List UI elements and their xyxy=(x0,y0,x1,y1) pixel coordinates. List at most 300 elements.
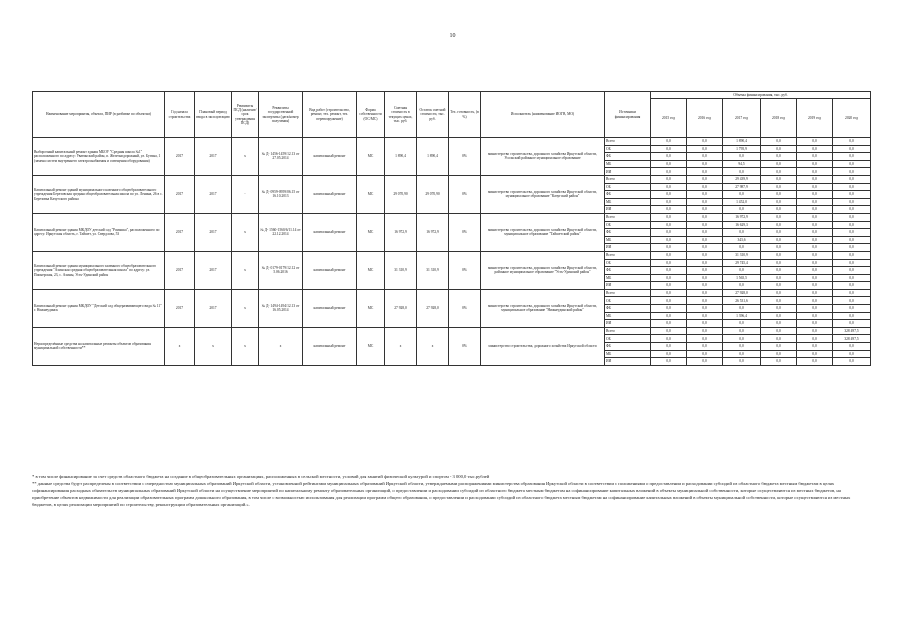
funding-value-cell: 0,0 xyxy=(651,153,687,161)
funding-value-cell: 0,0 xyxy=(797,297,833,305)
footnotes xyxy=(32,473,868,508)
row-remaining-cost: 29 070,90 xyxy=(417,175,449,213)
funding-value-cell: 0,0 xyxy=(651,267,687,275)
funding-value-cell: 0,0 xyxy=(723,244,761,252)
funding-value-cell: 29 439,9 xyxy=(723,175,761,183)
row-psd: х xyxy=(232,327,259,365)
funding-value-cell: 27 987,9 xyxy=(723,183,761,191)
funding-source-cell: ОБ xyxy=(605,183,651,191)
row-readiness: 0% xyxy=(449,251,481,289)
funding-value-cell: 0,0 xyxy=(651,168,687,176)
col-year: 2017 год xyxy=(723,99,761,138)
funding-value-cell: 0,0 xyxy=(651,175,687,183)
funding-value-cell: 0,0 xyxy=(833,343,871,351)
funding-value-cell: 0,0 xyxy=(797,312,833,320)
funding-source-cell: ФБ xyxy=(605,191,651,199)
funding-value-cell: 0,0 xyxy=(651,183,687,191)
funding-value-cell: 0,0 xyxy=(687,229,723,237)
row-name: Капитальный ремонт здания МКДОУ "Детский сад общеразвивающего вида № 11" г. Нижнеудинск xyxy=(33,289,165,327)
funding-source-cell: ОБ xyxy=(605,145,651,153)
funding-value-cell: 0,0 xyxy=(797,350,833,358)
funding-value-cell: 0,0 xyxy=(797,274,833,282)
row-remaining-cost: 16 972,9 xyxy=(417,213,449,251)
funding-source-cell: МБ xyxy=(605,236,651,244)
row-start-year: 2017 xyxy=(165,251,195,289)
table-row xyxy=(33,327,871,335)
funding-value-cell: 0,0 xyxy=(761,183,797,191)
funding-value-cell: 0,0 xyxy=(761,350,797,358)
funding-value-cell: 0,0 xyxy=(833,191,871,199)
funding-value-cell: 0,0 xyxy=(797,320,833,328)
funding-value-cell: 0,0 xyxy=(723,206,761,214)
funding-value-cell: 0,0 xyxy=(761,320,797,328)
funding-value-cell: 0,0 xyxy=(687,297,723,305)
funding-value-cell: 1 890,4 xyxy=(723,138,761,146)
funding-value-cell: 0,0 xyxy=(687,221,723,229)
row-remaining-cost: х xyxy=(417,327,449,365)
funding-value-cell: 0,0 xyxy=(761,153,797,161)
table-row xyxy=(33,175,871,183)
row-start-year: 2017 xyxy=(165,138,195,176)
funding-source-cell: ФБ xyxy=(605,153,651,161)
funding-value-cell: 0,0 xyxy=(723,168,761,176)
funding-value-cell: 0,0 xyxy=(651,282,687,290)
funding-value-cell: 0,0 xyxy=(761,213,797,221)
col-funding-volumes: Объемы финансирования, тыс. руб. xyxy=(651,92,871,99)
funding-value-cell: 0,0 xyxy=(651,320,687,328)
funding-value-cell: 0,0 xyxy=(723,335,761,343)
row-work-type: капитальный ремонт xyxy=(303,213,357,251)
row-executor: министерство строительства, дорожного хозяйства Иркутской области, муниципальное образование "Тайшетский район" xyxy=(481,213,605,251)
funding-value-cell: 0,0 xyxy=(651,312,687,320)
funding-value-cell: 0,0 xyxy=(797,183,833,191)
row-estimated-cost: 1 890,4 xyxy=(385,138,417,176)
funding-value-cell: 0,0 xyxy=(687,305,723,313)
row-name: Нераспределённые средства на капитальные ремонты объектов образования муниципальной собственности** xyxy=(33,327,165,365)
funding-value-cell: 0,0 xyxy=(761,305,797,313)
row-executor: министерство строительства, дорожного хозяйства Иркутской области xyxy=(481,327,605,365)
funding-value-cell: 0,0 xyxy=(761,175,797,183)
funding-value-cell: 0,0 xyxy=(651,335,687,343)
funding-value-cell: 0,0 xyxy=(687,343,723,351)
funding-value-cell: 0,0 xyxy=(651,160,687,168)
funding-value-cell: 0,0 xyxy=(833,175,871,183)
funding-value-cell: 0,0 xyxy=(797,251,833,259)
funding-value-cell: 0,0 xyxy=(797,153,833,161)
funding-value-cell: 0,0 xyxy=(687,175,723,183)
row-ownership: МС xyxy=(357,175,385,213)
row-input-period: 2017 xyxy=(195,251,232,289)
col-year: 2016 год xyxy=(687,99,723,138)
funding-value-cell: 94,5 xyxy=(723,160,761,168)
row-psd: х xyxy=(232,251,259,289)
funding-value-cell: 0,0 xyxy=(687,213,723,221)
row-estimated-cost: 27 928,0 xyxy=(385,289,417,327)
row-estimated-cost: 31 310,9 xyxy=(385,251,417,289)
row-psd: х xyxy=(232,213,259,251)
funding-value-cell: 0,0 xyxy=(651,274,687,282)
col-ownership: Форма собственности (ОС/МС) xyxy=(357,92,385,138)
funding-value-cell: 1 396,4 xyxy=(723,312,761,320)
funding-value-cell: 29 745,4 xyxy=(723,259,761,267)
funding-value-cell: 0,0 xyxy=(651,358,687,366)
funding-value-cell: 0,0 xyxy=(833,358,871,366)
funding-value-cell: 0,0 xyxy=(723,153,761,161)
row-ownership: МС xyxy=(357,213,385,251)
funding-value-cell: 0,0 xyxy=(687,160,723,168)
funding-value-cell: 0,0 xyxy=(687,168,723,176)
funding-value-cell: 0,0 xyxy=(833,289,871,297)
row-name: Капитальный ремонт зданий муниципального казенного общеобразовательного учреждения Березовская средняя общеобразовательная школа по ул. Ленина, 26 в с. Березовка Качугского района xyxy=(33,175,165,213)
funding-value-cell: 0,0 xyxy=(797,343,833,351)
funding-source-cell: ИИ xyxy=(605,358,651,366)
row-ownership: МС xyxy=(357,289,385,327)
col-executor: Исполнитель (наименование ИОГВ, МО) xyxy=(481,92,605,138)
funding-value-cell: 1 795,9 xyxy=(723,145,761,153)
funding-value-cell: 0,0 xyxy=(651,236,687,244)
funding-source-cell: ИИ xyxy=(605,206,651,214)
funding-value-cell: 0,0 xyxy=(797,221,833,229)
funding-value-cell: 0,0 xyxy=(833,160,871,168)
funding-value-cell: 0,0 xyxy=(761,206,797,214)
row-input-period: 2017 xyxy=(195,213,232,251)
funding-value-cell: 0,0 xyxy=(651,206,687,214)
funding-value-cell: 0,0 xyxy=(723,358,761,366)
funding-value-cell: 0,0 xyxy=(651,251,687,259)
funding-value-cell: 0,0 xyxy=(761,358,797,366)
row-expertise: № Д- 1494-1494/12.13 от 16.05.2014 xyxy=(259,289,303,327)
funding-value-cell: 0,0 xyxy=(797,305,833,313)
funding-value-cell: 0,0 xyxy=(651,289,687,297)
funding-value-cell: 0,0 xyxy=(723,229,761,237)
footnote: ** данные средства будут распределены в соответствии с очередностью муниципальных образований Иркутской области, установленной рейтингами муниципальных образований Иркутской области, утверждаемыми распоряжениями министерства образования Иркутской области в соответствии с положениями о предоставлении и расходовании субсидий из областного бюджета местным бюджетам в целях софинансирования расходных обязательств муниципальных образований Иркутской области на осуществление мероприятий по капитальному ремонту образовательных организаций, о предоставлении и расходовании субсидий из областного бюджета местным бюджетам на софинансирование капитальных вложений в объекты муниципальной собственности, которые осуществляются из местных бюджетов, на приобретение объектов недвижимости для реализации образовательных программ дошкольного образования, в том числе с возможностью использования для реализации программ общего образования, о предоставлении и расходовании субсидий из областного бюджета местным бюджетам на софинансирование капитальных вложений в объекты муниципальной собственности, которые осуществляются из местных бюджетов, в целях реализации мероприятий по строительству, реконструкции образовательных организаций.». xyxy=(32,481,851,507)
funding-value-cell: 0,0 xyxy=(687,350,723,358)
funding-value-cell: 0,0 xyxy=(833,259,871,267)
funding-source-cell: Всего xyxy=(605,138,651,146)
funding-value-cell: 0,0 xyxy=(687,183,723,191)
funding-value-cell: 0,0 xyxy=(687,244,723,252)
funding-value-cell: 0,0 xyxy=(761,327,797,335)
col-readiness: Тех. готовность, (в %) xyxy=(449,92,481,138)
footnote: * в том числе финансирование за счет средств областного бюджета на создание в общеобразовательных организациях, расположенных в сельской местности, условий для занятий физической культурой и спортом - 3 000,0 тыс.рублей xyxy=(32,474,490,479)
row-input-period: 2017 xyxy=(195,175,232,213)
funding-value-cell: 0,0 xyxy=(687,206,723,214)
funding-source-cell: Всего xyxy=(605,289,651,297)
funding-value-cell: 0,0 xyxy=(797,267,833,275)
funding-value-cell: 0,0 xyxy=(833,297,871,305)
funding-value-cell: 0,0 xyxy=(761,198,797,206)
funding-value-cell: 0,0 xyxy=(723,282,761,290)
funding-value-cell: 0,0 xyxy=(797,259,833,267)
row-input-period: 2017 xyxy=(195,138,232,176)
funding-source-cell: ИИ xyxy=(605,244,651,252)
col-expertise: Реквизиты государственной экспертизы (дата/номер получения) xyxy=(259,92,303,138)
funding-value-cell: 0,0 xyxy=(797,289,833,297)
row-readiness: 0% xyxy=(449,213,481,251)
funding-source-cell: ОБ xyxy=(605,221,651,229)
funding-value-cell: 0,0 xyxy=(833,145,871,153)
row-start-year: х xyxy=(165,327,195,365)
row-input-period: 2017 xyxy=(195,289,232,327)
funding-value-cell: 0,0 xyxy=(833,198,871,206)
col-remaining-cost: Остаток сметной стоимости, тыс. руб. xyxy=(417,92,449,138)
funding-value-cell: 16 629,3 xyxy=(723,221,761,229)
row-readiness: 0% xyxy=(449,327,481,365)
funding-value-cell: 0,0 xyxy=(651,350,687,358)
row-start-year: 2017 xyxy=(165,289,195,327)
row-ownership: МС xyxy=(357,251,385,289)
page-number: 10 xyxy=(449,33,456,39)
funding-source-cell: МБ xyxy=(605,312,651,320)
funding-value-cell: 0,0 xyxy=(687,145,723,153)
col-estimated-cost: Сметная стоимость в текущих ценах, тыс. руб. xyxy=(385,92,417,138)
funding-source-cell: ОБ xyxy=(605,335,651,343)
funding-value-cell: 0,0 xyxy=(797,335,833,343)
funding-source-cell: МБ xyxy=(605,274,651,282)
funding-value-cell: 0,0 xyxy=(833,236,871,244)
table-row xyxy=(33,138,871,146)
row-expertise: № Д- 1560-1560/6/11.14 от 22.12.2014 xyxy=(259,213,303,251)
col-year: 2015 год xyxy=(651,99,687,138)
funding-value-cell: 0,0 xyxy=(833,153,871,161)
funding-value-cell: 0,0 xyxy=(797,206,833,214)
row-name: Капитальный ремонт здания муниципального казенного общеобразовательного учреждения "Ахинская средняя общеобразовательная школа" по адресу: ул. Пионерская, 23, с. Ахины, Усть-Удинский район xyxy=(33,251,165,289)
row-name: Выборочный капитальный ремонт здания МБОУ "Средняя школа №1" расположенного по адресу: Уватинский район, п. Железнодорожный, ул. Бутина, 1 (замена систем внутреннего электроснабжения и освещения оборудования) xyxy=(33,138,165,176)
funding-value-cell: 0,0 xyxy=(651,145,687,153)
funding-value-cell: 0,0 xyxy=(651,297,687,305)
funding-value-cell: 0,0 xyxy=(797,145,833,153)
row-work-type: капитальный ремонт xyxy=(303,327,357,365)
row-psd: х xyxy=(232,289,259,327)
row-work-type: капитальный ремонт xyxy=(303,251,357,289)
funding-source-cell: МБ xyxy=(605,160,651,168)
funding-value-cell: 0,0 xyxy=(833,274,871,282)
funding-value-cell: 0,0 xyxy=(723,350,761,358)
funding-value-cell: 0,0 xyxy=(761,335,797,343)
funding-value-cell: 0,0 xyxy=(687,191,723,199)
row-readiness: 0% xyxy=(449,289,481,327)
row-ownership: МС xyxy=(357,138,385,176)
funding-value-cell: 0,0 xyxy=(651,213,687,221)
col-psd: Реквизиты ПСД (наличие/ срок утверждения ПСД) xyxy=(232,92,259,138)
funding-value-cell: 0,0 xyxy=(687,282,723,290)
funding-value-cell: 0,0 xyxy=(687,153,723,161)
table-body xyxy=(33,138,871,366)
funding-value-cell: 0,0 xyxy=(833,282,871,290)
funding-value-cell: 0,0 xyxy=(797,160,833,168)
funding-value-cell: 0,0 xyxy=(833,244,871,252)
funding-value-cell: 0,0 xyxy=(761,267,797,275)
row-expertise: х xyxy=(259,327,303,365)
funding-value-cell: 0,0 xyxy=(687,198,723,206)
funding-table xyxy=(32,91,871,366)
row-executor: министерство строительства, дорожного хозяйства Иркутской области, муниципальное образование "Нижнеудинский район" xyxy=(481,289,605,327)
funding-value-cell: 0,0 xyxy=(687,358,723,366)
row-remaining-cost: 27 928,0 xyxy=(417,289,449,327)
funding-value-cell: 0,0 xyxy=(761,297,797,305)
funding-value-cell: 0,0 xyxy=(761,191,797,199)
funding-value-cell: 0,0 xyxy=(761,289,797,297)
funding-value-cell: 0,0 xyxy=(651,259,687,267)
funding-source-cell: ОБ xyxy=(605,297,651,305)
row-ownership: МС xyxy=(357,327,385,365)
funding-source-cell: МБ xyxy=(605,198,651,206)
col-start-year: Год начала строительства xyxy=(165,92,195,138)
row-input-period: х xyxy=(195,327,232,365)
table-row xyxy=(33,251,871,259)
funding-source-cell: Всего xyxy=(605,327,651,335)
col-input-period: Плановый период ввода в эксплуатацию xyxy=(195,92,232,138)
funding-value-cell: 0,0 xyxy=(761,274,797,282)
row-estimated-cost: 29 070,90 xyxy=(385,175,417,213)
funding-source-cell: ИИ xyxy=(605,320,651,328)
row-readiness: 0% xyxy=(449,175,481,213)
funding-value-cell: 0,0 xyxy=(687,236,723,244)
funding-value-cell: 0,0 xyxy=(833,138,871,146)
col-year: 2019 год xyxy=(797,99,833,138)
row-expertise: № Д- 0959-0959/06.15 от 16.10.2013 xyxy=(259,175,303,213)
funding-source-cell: ФБ xyxy=(605,343,651,351)
funding-value-cell: 0,0 xyxy=(687,335,723,343)
funding-value-cell: 0,0 xyxy=(687,320,723,328)
funding-value-cell: 0,0 xyxy=(651,191,687,199)
funding-value-cell: 27 928,0 xyxy=(723,289,761,297)
funding-source-cell: Всего xyxy=(605,213,651,221)
row-start-year: 2017 xyxy=(165,175,195,213)
funding-value-cell: 0,0 xyxy=(797,213,833,221)
funding-value-cell: 0,0 xyxy=(651,229,687,237)
funding-value-cell: 0,0 xyxy=(797,327,833,335)
funding-value-cell: 0,0 xyxy=(723,267,761,275)
funding-value-cell: 0,0 xyxy=(833,183,871,191)
funding-value-cell: 26 531,6 xyxy=(723,297,761,305)
row-psd: - xyxy=(232,175,259,213)
funding-value-cell: 0,0 xyxy=(687,259,723,267)
table-row xyxy=(33,213,871,221)
col-year: 2018 год xyxy=(761,99,797,138)
funding-value-cell: 0,0 xyxy=(723,343,761,351)
funding-source-cell: Всего xyxy=(605,175,651,183)
funding-value-cell: 0,0 xyxy=(833,267,871,275)
funding-value-cell: 0,0 xyxy=(833,350,871,358)
funding-value-cell: 0,0 xyxy=(797,244,833,252)
table-header xyxy=(33,92,871,138)
row-name: Капитальный ремонт здания МКДОУ детский сад "Ромашка", расположенного по адресу: Иркутская область, г. Тайшет, ул. Свердлова, 53 xyxy=(33,213,165,251)
funding-source-cell: ИИ xyxy=(605,282,651,290)
funding-value-cell: 0,0 xyxy=(723,305,761,313)
col-funding-source: Источники финансирования xyxy=(605,92,651,138)
row-estimated-cost: 16 972,9 xyxy=(385,213,417,251)
row-work-type: капитальный ремонт xyxy=(303,289,357,327)
funding-value-cell: 0,0 xyxy=(833,213,871,221)
funding-source-cell: ИИ xyxy=(605,168,651,176)
funding-source-cell: ФБ xyxy=(605,305,651,313)
funding-value-cell: 0,0 xyxy=(687,274,723,282)
funding-value-cell: 0,0 xyxy=(833,320,871,328)
funding-value-cell: 0,0 xyxy=(761,282,797,290)
funding-value-cell: 328 497,5 xyxy=(833,335,871,343)
row-expertise: № Д- 0179-0179/12.12 от 5.06.2016 xyxy=(259,251,303,289)
funding-value-cell: 0,0 xyxy=(797,236,833,244)
funding-value-cell: 0,0 xyxy=(687,289,723,297)
funding-value-cell: 0,0 xyxy=(797,282,833,290)
funding-value-cell: 0,0 xyxy=(761,343,797,351)
funding-value-cell: 0,0 xyxy=(723,327,761,335)
row-expertise: № Д- 1456-1459/12.13 от 27.05.2014 xyxy=(259,138,303,176)
funding-value-cell: 0,0 xyxy=(833,168,871,176)
funding-source-cell: ОБ xyxy=(605,259,651,267)
row-readiness: 0% xyxy=(449,138,481,176)
funding-value-cell: 0,0 xyxy=(761,138,797,146)
row-executor: министерство строительства, дорожного хозяйства Иркутской области, районное муниципальное образование "Усть-Удинский район" xyxy=(481,251,605,289)
row-executor: министерство строительства, дорожного хозяйства Иркутской области, муниципальное образование "Качугский район" xyxy=(481,175,605,213)
funding-value-cell: 0,0 xyxy=(761,244,797,252)
funding-value-cell: 0,0 xyxy=(687,251,723,259)
funding-value-cell: 0,0 xyxy=(797,198,833,206)
row-start-year: 2017 xyxy=(165,213,195,251)
funding-value-cell: 0,0 xyxy=(797,138,833,146)
funding-value-cell: 0,0 xyxy=(651,327,687,335)
funding-value-cell: 0,0 xyxy=(833,305,871,313)
funding-value-cell: 0,0 xyxy=(761,145,797,153)
funding-value-cell: 0,0 xyxy=(723,320,761,328)
funding-value-cell: 1 565,5 xyxy=(723,274,761,282)
row-remaining-cost: 1 890,4 xyxy=(417,138,449,176)
funding-value-cell: 0,0 xyxy=(687,312,723,320)
funding-value-cell: 0,0 xyxy=(687,327,723,335)
funding-value-cell: 0,0 xyxy=(797,191,833,199)
funding-value-cell: 0,0 xyxy=(761,312,797,320)
funding-value-cell: 0,0 xyxy=(651,244,687,252)
funding-value-cell: 0,0 xyxy=(687,267,723,275)
col-name: Наименование мероприятия, объекта, ПИР (в разбивке по объектам) xyxy=(33,92,165,138)
funding-value-cell: 0,0 xyxy=(651,305,687,313)
funding-source-cell: МБ xyxy=(605,350,651,358)
col-work-type: Вид работ (строительство, ремонт, тех. ремонт, тех. перевооружение) xyxy=(303,92,357,138)
funding-value-cell: 0,0 xyxy=(651,343,687,351)
funding-value-cell: 16 972,9 xyxy=(723,213,761,221)
funding-value-cell: 343,6 xyxy=(723,236,761,244)
funding-value-cell: 0,0 xyxy=(797,229,833,237)
funding-value-cell: 0,0 xyxy=(797,168,833,176)
funding-value-cell: 0,0 xyxy=(833,312,871,320)
funding-value-cell: 0,0 xyxy=(833,229,871,237)
funding-source-cell: ФБ xyxy=(605,229,651,237)
col-year: 2020 год xyxy=(833,99,871,138)
funding-value-cell: 0,0 xyxy=(761,251,797,259)
table-row xyxy=(33,289,871,297)
funding-value-cell: 0,0 xyxy=(797,358,833,366)
funding-value-cell: 0,0 xyxy=(687,138,723,146)
funding-value-cell: 31 310,9 xyxy=(723,251,761,259)
funding-value-cell: 0,0 xyxy=(761,160,797,168)
funding-value-cell: 0,0 xyxy=(761,221,797,229)
funding-value-cell: 0,0 xyxy=(761,259,797,267)
funding-value-cell: 0,0 xyxy=(761,236,797,244)
row-executor: министерство строительства, дорожного хозяйства Иркутской области, Усольский районное муниципальное образование xyxy=(481,138,605,176)
funding-source-cell: Всего xyxy=(605,251,651,259)
funding-value-cell: 0,0 xyxy=(651,198,687,206)
funding-value-cell: 0,0 xyxy=(833,251,871,259)
funding-value-cell: 0,0 xyxy=(833,206,871,214)
row-psd: х xyxy=(232,138,259,176)
funding-value-cell: 328 497,5 xyxy=(833,327,871,335)
funding-value-cell: 0,0 xyxy=(761,229,797,237)
funding-value-cell: 0,0 xyxy=(651,138,687,146)
funding-value-cell: 0,0 xyxy=(723,191,761,199)
funding-source-cell: ФБ xyxy=(605,267,651,275)
funding-value-cell: 0,0 xyxy=(761,168,797,176)
